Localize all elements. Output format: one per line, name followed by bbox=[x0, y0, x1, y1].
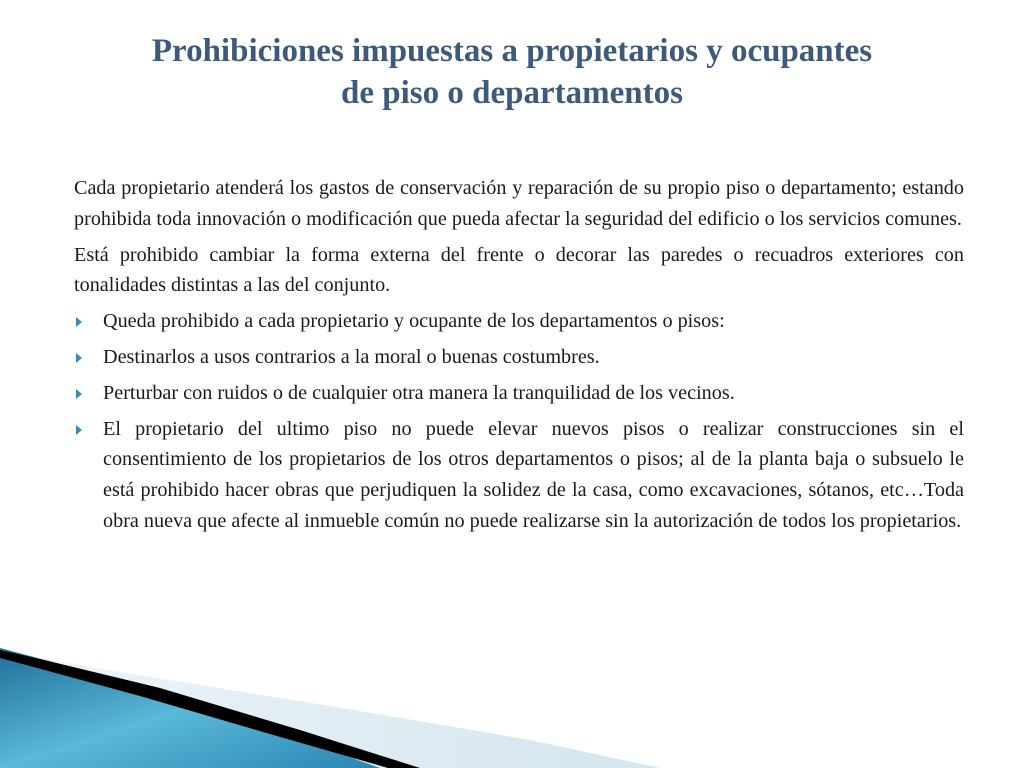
slide-title bbox=[60, 30, 964, 114]
slide-body bbox=[74, 173, 964, 542]
bullet-item bbox=[74, 342, 964, 373]
bullet-item bbox=[74, 414, 964, 537]
triangle-right-icon bbox=[76, 317, 82, 327]
bullet-text: El propietario del ultimo piso no puede elevar nuevos pisos o realizar construcciones sin el consentimiento de los propietarios de los otros departamentos o pisos; al de la planta baja o subsuelo le está prohibido hacer obras que perjudiquen la solidez de la casa, como excavaciones, sótanos, etc…Toda obra nueva que afecte al inmueble común no puede realizarse sin la autorización de todos los propietarios. bbox=[103, 417, 964, 532]
slide-title-line-2: de piso o departamentos bbox=[341, 75, 683, 111]
bullet-item bbox=[74, 378, 964, 409]
body-paragraph: Cada propietario atenderá los gastos de conservación y reparación de su propio piso o departamento; estando prohibida toda innovación o modificación que pueda afectar la seguridad del edificio o los servicios comunes. bbox=[74, 177, 964, 230]
triangle-right-icon bbox=[76, 389, 82, 399]
bullet-item bbox=[74, 306, 964, 337]
bullet-text: Perturbar con ruidos o de cualquier otra manera la tranquilidad de los vecinos. bbox=[103, 381, 735, 404]
decor-blue-band bbox=[0, 648, 380, 768]
bullet-list bbox=[74, 306, 964, 537]
triangle-right-icon bbox=[76, 353, 82, 363]
bullet-text: Queda prohibido a cada propietario y ocupante de los departamentos o pisos: bbox=[103, 310, 725, 333]
bullet-text: Destinarlos a usos contrarios a la moral o buenas costumbres. bbox=[103, 345, 600, 368]
slide-title-line-1: Prohibiciones impuestas a propietarios y ocupantes bbox=[151, 33, 873, 69]
decor-black-stripe bbox=[0, 650, 420, 768]
body-paragraph: Está prohibido cambiar la forma externa del frente o decorar las paredes o recuadros exteriores con tonalidades distintas a las del conjunto. bbox=[74, 243, 964, 297]
decor-pale-band bbox=[0, 652, 660, 768]
triangle-right-icon bbox=[76, 425, 82, 435]
